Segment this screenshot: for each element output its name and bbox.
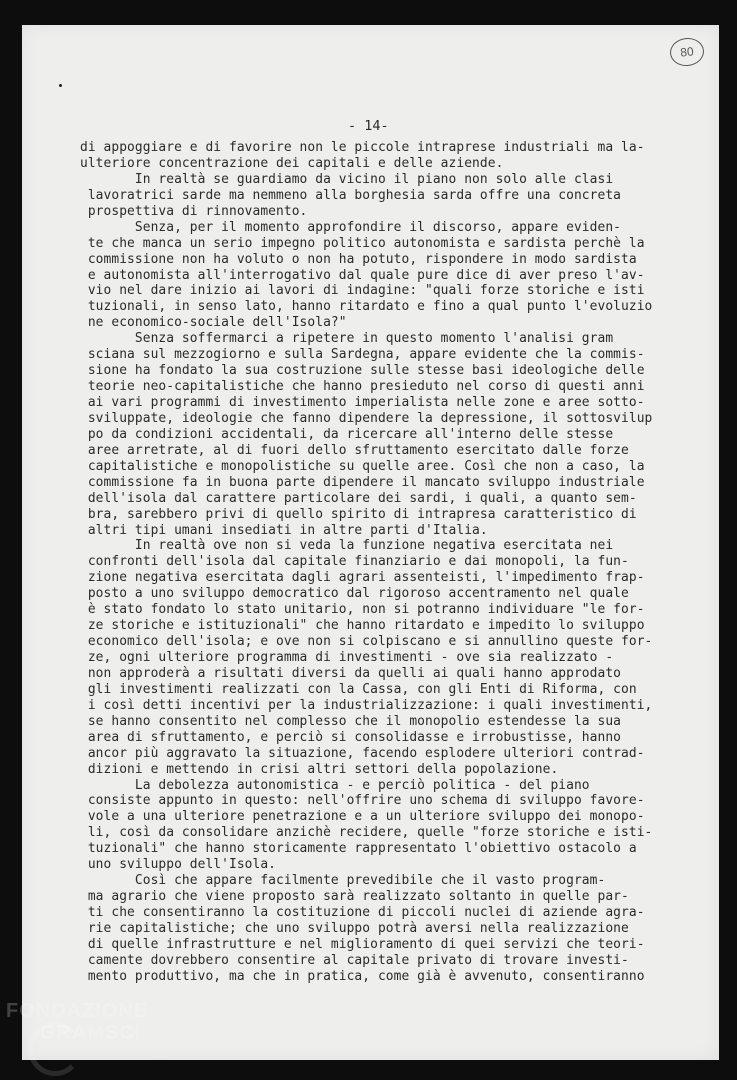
text-line: non approderà a risultati diversi da quelli ai quali hanno approdato [80,665,622,681]
text-line: camente dovrebbero consentire al capitale privato di trovare investi- [80,952,629,968]
text-line: gli investimenti realizzati con la Cassa, con gli Enti di Riforma, con [80,681,637,697]
text-line: ai vari programmi di investimento imperialista nelle zone e aree sotto- [80,395,645,410]
text-line: vio nel dare inizio ai lavori di indagine: "quali forze storiche e isti [80,283,645,299]
archive-number-stamp: 80 [669,36,706,67]
text-line: ze storiche e istituzionali" che hanno ritardato e impedito lo sviluppo [80,618,645,634]
watermark-line-2: GRAMSCI [40,1022,142,1044]
watermark-sub: onlus [150,1050,172,1060]
text-line: i così detti incentivi per la industrializzazione: i quali investimenti, [80,697,653,713]
text-line: prospettiva di rinnovamento. [80,203,308,219]
text-line: dizioni e mettendo in crisi altri settori della popolazione. [80,761,559,777]
text-line: confronti dell'isola dal capitale finanziario e dai monopoli, la fun- [80,554,629,570]
text-line: commissione fa in buona parte dipendere il mancato sviluppo industriale [80,474,645,490]
text-line: consiste appunto in questo: nell'offrire uno schema di sviluppo favore- [80,793,645,809]
text-line: vole a una ulteriore penetrazione e a un ulteriore sviluppo dei monopo- [80,809,645,825]
text-line: In realtà se guardiamo da vicino il piano non solo alle clasi [80,171,614,187]
text-line: posto a uno sviluppo democratico dal rigoroso accentramento nel quale [80,586,629,602]
text-line: li, così da consolidare anzichè recidere, quelle "forze storiche e isti- [80,825,653,841]
text-line: Senza, per il momento approfondire il discorso, appare eviden- [80,219,622,235]
text-line: po da condizioni accidentali, da ricercare all'interno delle stesse [80,426,614,442]
text-line: rie capitalistiche; che uno sviluppo potrà aversi nella realizzazione [80,920,629,936]
text-line: mento produttivo, ma che in pratica, come già è avvenuto, consentiranno [80,968,645,984]
text-line: sciana sul mezzogiorno e sulla Sardegna, appare evidente che la commis- [80,347,645,363]
text-line: è stato fondato lo stato unitario, non si potranno individuare "le for- [80,602,645,618]
text-line: tuzionali" che hanno storicamente rappresentato l'obiettivo ostacolo a [80,841,637,857]
text-line: capitalistiche e monopolistiche su quelle aree. Così che non a caso, la [80,458,645,474]
text-line: altri tipi umani insediati in altre parti d'Italia. [80,522,488,538]
page-number: - 14- [348,118,389,134]
text-line: ze, ogni ulteriore programma di investimenti - ove sia realizzato - [80,650,614,665]
text-line: economico dell'isola; e ove non si colpiscano e si annullino queste for- [80,634,653,650]
text-line: e autonomista all'interrogativo dal quale pure dice di aver preso l'av- [80,267,645,283]
text-line: commissione non ha voluto o non ha potuto, rispondere in modo sardista [80,251,637,267]
text-line: ulteriore concentrazione dei capitali e delle aziende. [80,155,504,171]
text-line: aree arretrate, al di fuori dello sfruttamento esercitato dalle forze [80,442,629,458]
body-text [80,140,700,985]
text-line: di appoggiare e di favorire non le piccole intraprese industriali ma la- [80,140,645,155]
text-line: bra, sarebbero privi di quello spirito di intrapresa caratteristico di [80,506,637,522]
text-line: In realtà ove non si veda la funzione negativa esercitata nei [80,538,614,554]
text-line: tuzionali, in senso lato, hanno ritardato e fino a qual punto l'evoluzio [80,299,653,315]
text-line: Senza soffermarci a ripetere in questo momento l'analisi gram [80,331,614,347]
text-line: sviluppate, ideologie che fanno dipendere la depressione, il sottosvilup [80,410,653,426]
text-line: sione ha fondato la sua costruzione sulle stesse basi ideologiche delle [80,363,645,379]
text-line: ne economico-sociale dell'Isola?" [80,315,347,331]
watermark-line-1: FONDAZIONE [6,1000,149,1022]
text-line: se hanno consentito nel complesso che il monopolio estendesse la sua [80,713,622,729]
text-line: lavoratrici sarde ma nemmeno alla borghesia sarda offre una concreta [80,187,622,203]
text-line: uno sviluppo dell'Isola. [80,857,277,873]
watermark [6,1000,148,1044]
punch-mark [59,84,62,87]
text-line: ti che consentiranno la costituzione di piccoli nuclei di aziende agra- [80,905,645,920]
text-line: La debolezza autonomistica - e perciò politica - del piano [80,777,590,793]
text-line: Così che appare facilmente prevedibile che il vasto program- [80,873,606,889]
text-line: area di sfruttamento, e perciò si consolidasse e irrobustisse, hanno [80,729,622,745]
text-line: di quelle infrastrutture e nel miglioramento di quei servizi che teori- [80,936,645,952]
text-line: ma agrario che viene proposto sarà realizzato soltanto in quelle par- [80,889,629,905]
text-line: zione negativa esercitata dagli agrari assenteisti, l'impedimento frap- [80,570,645,586]
text-line: teorie neo-capitalistiche che hanno presieduto nel corso di questi anni [80,379,645,395]
text-line: dell'isola dal carattere particolare dei sardi, i quali, a quanto sem- [80,490,637,506]
text-line: te che manca un serio impegno politico autonomista e sardista perchè la [80,235,645,251]
text-line: ancor più aggravato la situazione, facendo esplodere ulteriori contrad- [80,745,645,761]
